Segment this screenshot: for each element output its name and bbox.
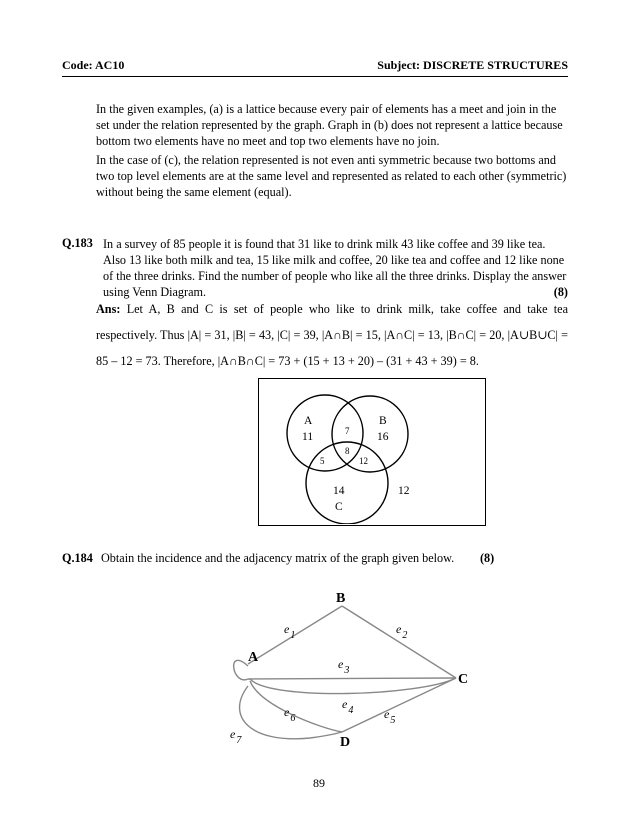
intro-paragraph-2: In the case of (c), the relation represented is not even anti symmetric because two bottoms and two top level elements are at the same level and represented as related to each other (symmetric) without being the same element (equal). bbox=[96, 153, 567, 199]
question-184-marks: (8) bbox=[480, 551, 495, 565]
venn-label-a: A bbox=[304, 415, 313, 427]
edge-label-e3: $e_3$ bbox=[338, 657, 350, 676]
edge-ad bbox=[250, 681, 342, 732]
question-184-text: Obtain the incidence and the adjacency matrix of the graph given below. bbox=[101, 551, 455, 565]
answer-183-text: Let A, B and C is set of people who like to drink milk, take coffee and take tea respectively. Thus |A| = 31, |B| = 43, |C| = 39, |A∩B| = 15, |A∩C| = 13, |B∩C| = 20, |A∪B∪C| = 85 – 12 = 73. Therefore, |A∩B∩C| = 73 + (15 + 13 + 20) – (31 + 43 + 39) = 8. bbox=[96, 302, 568, 368]
edge-label-e2: $e_2$ bbox=[396, 622, 408, 641]
venn-value-bc: 12 bbox=[359, 456, 368, 466]
venn-value-a: 11 bbox=[302, 431, 314, 443]
venn-value-ab: 7 bbox=[345, 426, 350, 436]
intro-paragraph-1: In the given examples, (a) is a lattice because every pair of elements has a meet and join in the set under the relation represented by the graph. Graph in (b) does not represent a lattice because bottom two elements have no meet and top two elements have no join. bbox=[96, 102, 563, 148]
edge-dc bbox=[342, 678, 456, 732]
page-header bbox=[62, 58, 568, 73]
edge-label-e5: $e_5$ bbox=[384, 707, 396, 726]
edge-label-e4: $e_4$ bbox=[342, 697, 354, 716]
edge-ac-curve bbox=[250, 678, 456, 694]
edge-label-e7: $e_7$ bbox=[230, 727, 242, 746]
edge-label-e6: $e_6$ bbox=[284, 705, 296, 724]
question-183-number: Q.183 bbox=[62, 236, 93, 250]
venn-value-c: 14 bbox=[333, 485, 345, 497]
venn-value-b: 16 bbox=[377, 431, 389, 443]
header-code: Code: AC10 bbox=[62, 58, 125, 72]
venn-circles bbox=[259, 379, 484, 524]
answer-183 bbox=[96, 296, 568, 374]
venn-value-outside: 12 bbox=[398, 485, 410, 497]
edge-label-e1: $e_1$ bbox=[284, 622, 296, 641]
header-rule bbox=[62, 76, 568, 77]
vertex-b: B bbox=[336, 591, 346, 606]
venn-label-c: C bbox=[335, 501, 343, 513]
question-183-marks: (8) bbox=[553, 285, 568, 299]
question-183-body: In a survey of 85 people it is found that 31 like to drink milk 43 like coffee and 39 like tea. Also 13 like both milk and tea, 15 like milk and coffee, 20 like tea and coffee and 12 like none of the three drinks. Find the number of people who like all the three drinks. Display the answer using Venn Diagram. bbox=[103, 237, 567, 299]
question-183-text bbox=[103, 236, 568, 300]
graph-figure bbox=[220, 586, 490, 756]
question-184-number: Q.184 bbox=[62, 551, 93, 565]
loop-a bbox=[234, 660, 248, 679]
venn-diagram bbox=[258, 378, 486, 526]
header-subject: Subject: DISCRETE STRUCTURES bbox=[377, 58, 568, 72]
venn-value-ac: 5 bbox=[320, 456, 325, 466]
venn-circle-a bbox=[287, 395, 363, 471]
edge-ac bbox=[248, 678, 456, 679]
answer-label: Ans: bbox=[96, 302, 121, 316]
page-number: 89 bbox=[313, 776, 325, 790]
edge-bc bbox=[342, 606, 456, 678]
venn-value-abc: 8 bbox=[345, 446, 350, 456]
vertex-c: C bbox=[458, 672, 469, 687]
vertex-d: D bbox=[340, 735, 351, 750]
vertex-a: A bbox=[248, 650, 259, 665]
venn-circle-b bbox=[332, 396, 408, 472]
venn-label-b: B bbox=[379, 415, 387, 427]
